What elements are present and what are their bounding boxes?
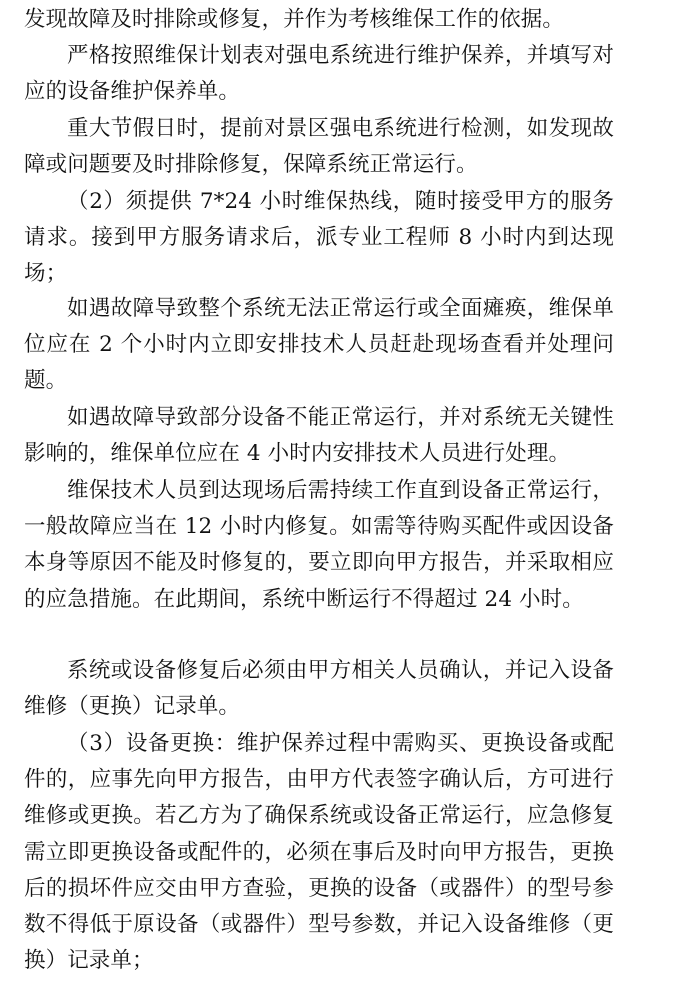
paragraph-hotline: （2）须提供 7*24 小时维保热线，随时接受甲方的服务请求。接到甲方服务请求后，派专业工程师 8 小时内到达现场； [24,189,614,287]
paragraph-device-replacement: （3）设备更换：维护保养过程中需购买、更换设备或配件的，应事先向甲方报告，由甲方代表签字确认后，方可进行维修或更换。若乙方为了确保系统或设备正常运行，应急修复需立即更换设备或配件的，必须在事后及时向甲方报告，更换后的损坏件应交由甲方查验，更换的设备（或器件）的型号参数不得低于原设备（或器件）型号参数，并记入设备维修（更换）记录单； [24,731,614,974]
paragraph-confirmation: 系统或设备修复后必须由甲方相关人员确认，并记入设备维修（更换）记录单。 [24,658,614,720]
paragraph-system-failure: 如遇故障导致整个系统无法正常运行或全面瘫痪，维保单位应在 2 个小时内立即安排技术人员赶赴现场查看并处理问题。 [24,296,614,394]
paragraph-partial-failure: 如遇故障导致部分设备不能正常运行，并对系统无关键性影响的，维保单位应在 4 小时内安排技术人员进行处理。 [24,405,614,467]
paragraph-repair-time: 维保技术人员到达现场后需持续工作直到设备正常运行，一般故障应当在 12 小时内修复。如需等待购买配件或因设备本身等原因不能及时修复的，要立即向甲方报告，并采取相应的应急措施。在此期间，系统中断运行不得超过 24 小时。 [24,478,614,612]
paragraph-continuation: 发现故障及时排除或修复，并作为考核维保工作的依据。 [24,7,565,32]
paragraph-maintenance-plan: 严格按照维保计划表对强电系统进行维护保养，并填写对应的设备维护保养单。 [24,43,614,105]
paragraph-holiday-inspection: 重大节假日时，提前对景区强电系统进行检测，如发现故障或问题要及时排除修复，保障系统正常运行。 [24,116,614,178]
